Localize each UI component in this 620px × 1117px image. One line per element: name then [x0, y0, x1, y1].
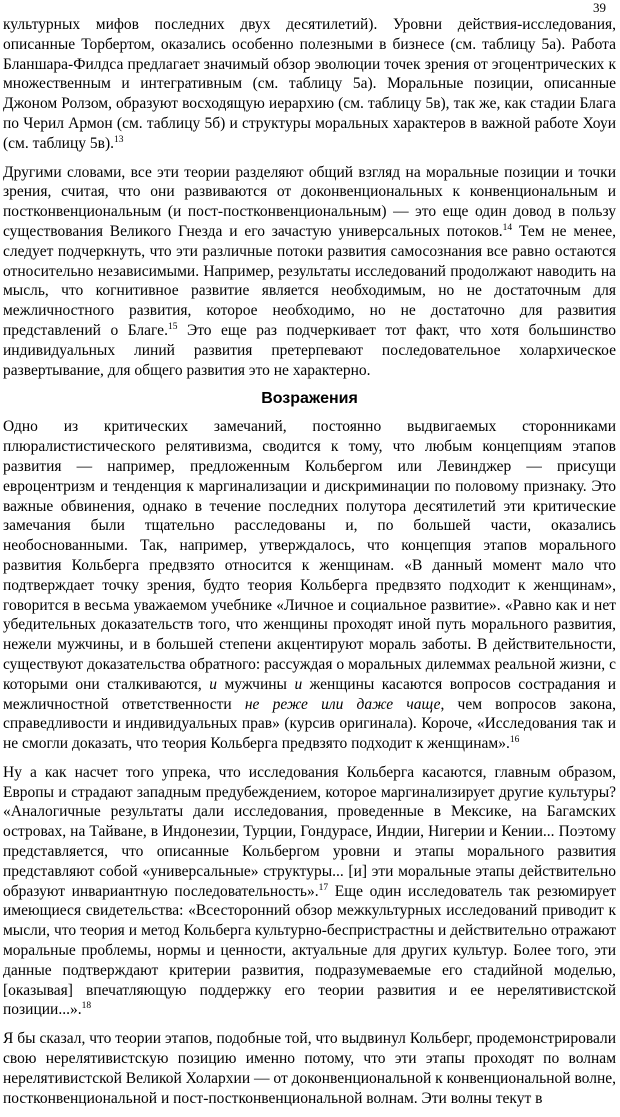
footnote-ref-15[interactable]: 15 [167, 321, 178, 332]
paragraph-4 [3, 763, 616, 1020]
footnote-ref-14[interactable]: 14 [502, 222, 513, 233]
paragraph-5-text: Я бы сказал, что теории этапов, подобные той, что выдвинул Кольберг, продемонстрировали свою нерелятивистскую позицию именно потому, что эти этапы проходят по волнам нерелятивистской Великой Холархии — от доконвенциональной к конвенциональной волне, постконвенциональной и пост-постконвенциональной волнам. Эти волны текут в [3, 1030, 616, 1107]
paragraph-3-text-b: мужчины [217, 675, 295, 693]
paragraph-2-text-a: Другими словами, все эти теории разделяют общий взгляд на моральные позиции и точки зрения, считая, что они развиваются от доконвенциональных к конвенциональным и постконвенциональным (и пост-постконвенциональным) — это еще один довод в пользу существования Великого Гнезда и его зачастую универсальных потоков. [3, 163, 616, 240]
paragraph-3-text-d: , чем вопросов закона, справедливости и индивидуальных прав» (курсив оригинала). Короче, «Исследования так и не смогли доказать, что теория Кольберга предвзято подходит к женщинам». [3, 695, 616, 753]
paragraph-4-text-b: Еще один исследователь так резюмирует имеющиеся свидетельства: «Всесторонний обзор межкультурных исследований приводит к мысли, что теория и метод Кольберга культурно-беспристрастны и действительно отражают моральные проблемы, нормы и ценности, актуальные для других культур. Более того, эти данные подтверждают критерии развития, подразумеваемые его стадийной моделью, [оказывая] впечатляющую поддержку его теории развития и ее нерелятивистской позиции...». [3, 882, 616, 1019]
paragraph-3 [3, 417, 616, 754]
paragraph-3-text-c: женщины касаются вопросов сострадания и межличностной ответственности [3, 675, 616, 713]
section-heading: Возражения [261, 390, 358, 408]
paragraph-2-text-b: Тем не менее, следует подчеркнуть, что эти различные потоки развития самосознания все равно остаются относительно независимыми. Например, результаты исследований продолжают наводить на мысль, что когнитивное развитие является необходимым, но не достаточным для межличностного развития, которое необходимо, но не достаточно для развития представлений о Благе. [3, 222, 617, 339]
paragraph-3-text-a: Одно из критических замечаний, постоянно выдвигаемых сторонниками плюралистистического релятивизма, сводится к тому, что любым концепциям этапов развития — например, предложенным Кольбергом или Левинджер — присущи евроцентризм и тенденция к маргинализации и дискриминации по половому признаку. Это важные обвинения, однако в течение последних полутора десятилетий эти критические замечания были тщательно расследованы и, по большей части, оказались необоснованными. Так, например, утверждалось, что концепция этапов морального развития Кольберга предвзято относится к женщинам. «В данный момент мало что подтверждает точку зрения, будто теория Кольберга предвзято подходит к женщинам», говорится в весьма уважаемом учебнике «Личное и социальное развитие». «Равно как и нет убедительных доказательств того, что женщины проходят иной путь морального развития, нежели мужчины, и в большей степени акцентируют мораль заботы. В действительности, существуют доказательства обратного: рассуждая о моральных дилеммах реальной жизни, с которыми они сталкиваются, [3, 418, 616, 693]
paragraph-3-italic-1: и [209, 675, 218, 693]
paragraph-1 [3, 15, 616, 154]
paragraph-1-text: культурных мифов последних двух десятилетий). Уровни действия-исследования, описанные Торбертом, оказались особенно полезными в бизнесе (см. таблицу 5а). Работа Бланшара-Филдса предлагает значимый обзор эволюции точек зрения от эгоцентрических к множественным и интегративным (см. таблицу 5а). Моральные позиции, описанные Джоном Ролзом, образуют восходящую иерархию (см. таблицу 5в), так же, как стадии Блага по Черил Армон (см. таблицу 5б) и структуры моральных характеров в важной работе Хоуи (см. таблицу 5в). [3, 16, 616, 152]
footnote-ref-13[interactable]: 13 [114, 134, 124, 145]
document-body [3, 15, 616, 1117]
paragraph-3-italic-3: не реже или даже чаще [244, 695, 441, 713]
footnote-ref-18[interactable]: 18 [81, 1001, 92, 1012]
paragraph-2 [3, 163, 616, 381]
footnote-ref-16[interactable]: 16 [509, 735, 520, 746]
paragraph-3-italic-2: и [294, 675, 303, 693]
paragraph-4-text-a: Ну а как насчет того упрека, что исследования Кольберга касаются, главным образом, Европы и страдают западным предубеждением, которое маргинализирует другие культуры? «Аналогичные результаты дали исследования, проведенные в Мексике, на Багамских островах, на Тайване, в Индонезии, Турции, Гондурасе, Индии, Нигерии и Кении... Поэтому представляется, что описанные Кольбергом уровни и этапы морального развития представляют собой «универсальные» структуры... [и] эти моральные этапы действительно образуют инвариантную последовательность». [3, 763, 616, 900]
footnote-ref-17[interactable]: 17 [318, 882, 329, 893]
paragraph-2-text-c: Это еще раз подчеркивает тот факт, что хотя большинство индивидуальных линий развития претерпевают последовательное холархическое развертывание, для общего развития это не характерно. [3, 321, 616, 379]
page-number: 39 [593, 0, 606, 15]
paragraph-5 [3, 1029, 616, 1108]
